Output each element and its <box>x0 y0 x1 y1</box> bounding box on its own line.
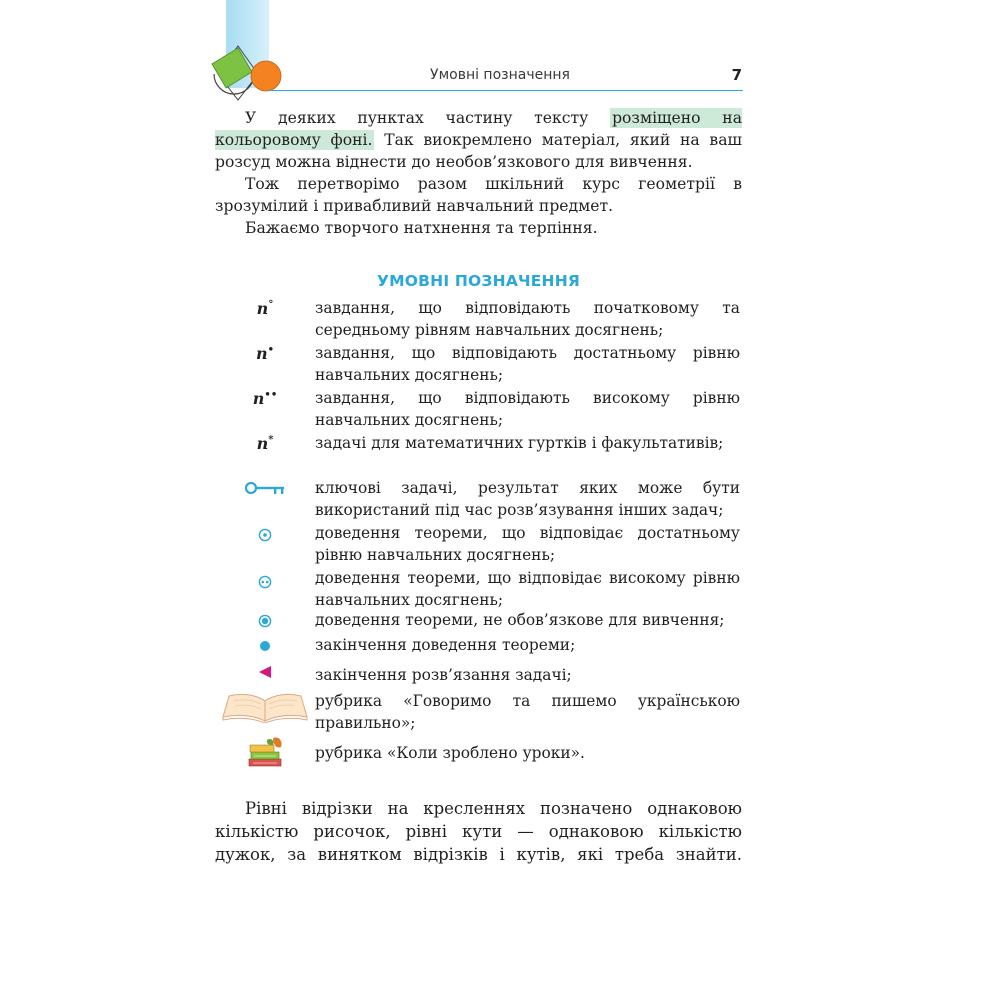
filled-dot-icon <box>259 640 271 652</box>
two-dots-mark: n•• <box>252 388 278 408</box>
header-rule <box>268 90 743 91</box>
running-title: Умовні позначення <box>430 67 570 83</box>
books-icon <box>245 735 285 769</box>
equal-segments-paragraph: Рівні відрізки на кресленнях позначено однаковою кількістю рисочок, рівні кути — однаковою кількістю дужок, за винятком відрізків і кутів, які треба знайти. <box>215 799 742 864</box>
textbook-page: Умовні позначення 7 У деяких пунктах частину тексту розміщено на кольоровому фоні. Так виокремлено матеріал, який на ваш розсуд можна віднести до необов’язкового для вивчення. Тож перетворімо разом шкільний курс геометрії в зрозумілий і привабливий навчальний предмет. Бажаємо творчого натхнення та терпіння. УМОВНІ ПОЗНАЧЕННЯ n° завдання, що відповідають початковому та середньому рівням навчальних досягнень; n• завдання, що відповідають достатньому рівню навчальних досягнень; n•• завдання, що відповідають високому рівню навчальних досягнень; n* задачі для математичних гуртків і факультативів; ключові задачі, результат яких може бути використаний під час розв’язування інших задач; доведення теореми, що відповідає достатньому рівню навчальних досягнень; доведення теореми, що відповідає високому рівню навчальних досягнень; доведення теореми, не обов’язкове для вивчення; закінчення доведення теореми; закінчення розв’язання задачі; рубрика «Говоримо та пишемо українською правильно»; рубрика «Коли зроблено уроки». Рівні відрізки на кресленнях позначено однаковою кількістю рисочок, рівні кути — однаковою кількістю дужок, за винятком відрізків і кутів, які треба знайти. <box>0 0 1000 1000</box>
key-icon <box>244 481 286 495</box>
open-book-icon <box>221 691 309 723</box>
triangle-left-icon <box>258 665 272 679</box>
intro-paragraph-2: Тож перетворімо разом шкільний курс геометрії в зрозумілий і привабливий навчальний предмет. <box>215 175 742 215</box>
asterisk-mark: n* <box>256 433 274 453</box>
geometric-shapes-icon <box>208 44 288 106</box>
circle-dot-icon <box>258 528 272 542</box>
intro-text <box>215 107 742 239</box>
circle-two-dots-icon <box>258 575 272 589</box>
highlighted-text: розміщено на кольоровому фоні. <box>215 109 742 149</box>
page-number: 7 <box>731 66 742 84</box>
legend-title: УМОВНІ ПОЗНАЧЕННЯ <box>376 272 581 290</box>
degree-mark: n° <box>256 298 274 318</box>
one-dot-mark: n• <box>255 343 275 363</box>
intro-paragraph-3: Бажаємо творчого натхнення та терпіння. <box>245 219 598 237</box>
circle-filled-icon <box>258 614 272 628</box>
intro-paragraph-1: У деяких пунктах частину тексту розміщено на кольоровому фоні. Так виокремлено матеріал, який на ваш розсуд можна віднести до необов’язкового для вивчення. <box>215 109 742 171</box>
